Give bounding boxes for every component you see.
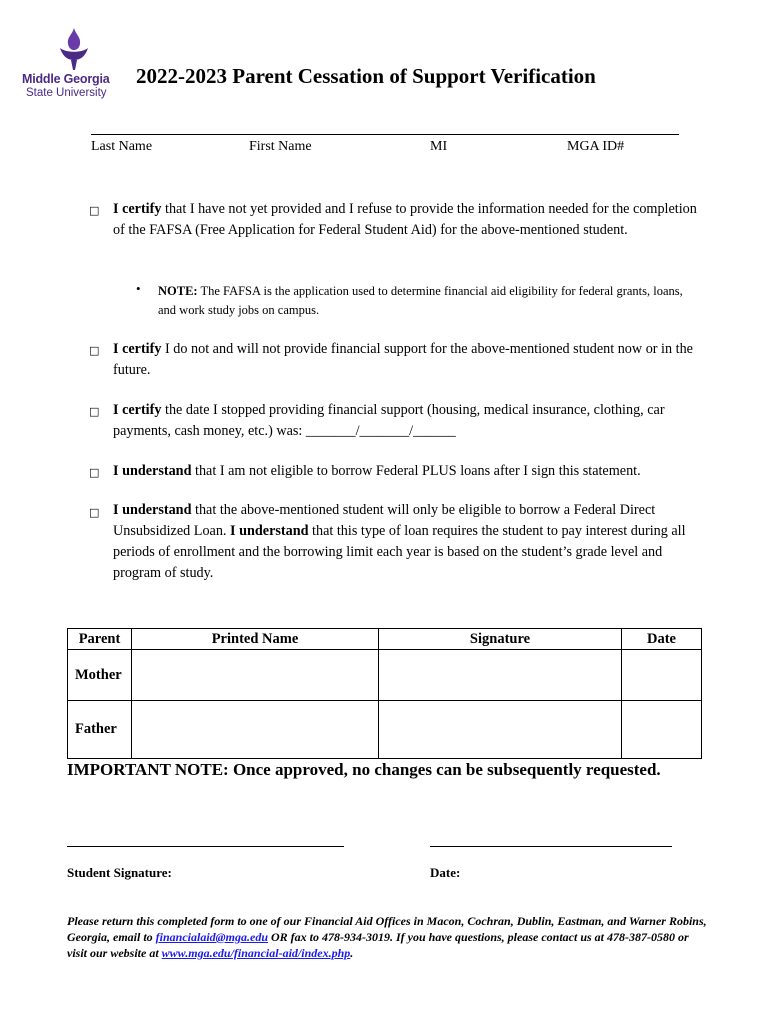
table-header-row: [68, 629, 702, 650]
certify-no-support-checkbox[interactable]: □: [89, 344, 100, 357]
col-date-header: Date: [622, 629, 702, 650]
certify-refuse-checkbox[interactable]: □: [89, 204, 100, 217]
understand-unsubsidized-statement: I understand that the above-mentioned student will only be eligible to borrow a Federal Direct Unsubsidized Loan. I understand that this type of loan requires the student to pay interest during all periods of enrollment and the borrowing limit each year is based on the student’s grade level and program of study.: [113, 502, 686, 581]
mi-label: MI: [430, 139, 448, 154]
mga-logo: [22, 26, 126, 102]
logo-line1: Middle Georgia: [22, 72, 110, 86]
father-printed-name-cell[interactable]: [132, 701, 379, 759]
father-date-cell[interactable]: [622, 701, 702, 759]
last-name-label: Last Name: [91, 139, 153, 154]
student-signature-label: Student Signature:: [67, 865, 172, 880]
page-title: 2022-2023 Parent Cessation of Support Verification: [136, 64, 596, 88]
mother-signature-cell[interactable]: [379, 650, 622, 701]
mother-date-cell[interactable]: [622, 650, 702, 701]
table-row: [68, 701, 702, 759]
fafsa-note: NOTE: The FAFSA is the application used to determine financial aid eligibility for federal grants, loans, and work study jobs on campus.: [158, 284, 683, 317]
logo-line2: State University: [26, 87, 107, 99]
footer-instructions: Please return this completed form to one of our Financial Aid Offices in Macon, Cochran, Dublin, Eastman, and Warner Robins, Georgia, email to financialaid@mga.edu OR fax to 478-934-3019. If you have questions, please contact us at 478-387-0580 or visit our website at www.mga.edu/financial-aid/index.php.: [67, 914, 707, 960]
certify-no-support-statement: I certify I do not and will not provide financial support for the above-mentioned student now or in the future.: [113, 341, 693, 378]
mother-printed-name-cell[interactable]: [132, 650, 379, 701]
date-line[interactable]: [430, 846, 672, 847]
row-mother-label: Mother: [68, 650, 132, 701]
first-name-label: First Name: [249, 139, 312, 154]
col-signature-header: Signature: [379, 629, 622, 650]
important-note: IMPORTANT NOTE: Once approved, no changes can be subsequently requested.: [67, 760, 661, 779]
website-link[interactable]: www.mga.edu/financial-aid/index.php: [161, 946, 351, 960]
mga-id-label: MGA ID#: [567, 139, 625, 154]
certify-date-statement: I certify the date I stopped providing financial support (housing, medical insurance, clothing, car payments, cash money, etc.) was: _______/_______/______: [113, 402, 665, 439]
father-signature-cell[interactable]: [379, 701, 622, 759]
bullet-icon: •: [136, 281, 141, 296]
col-printed-name-header: Printed Name: [132, 629, 379, 650]
certify-refuse-statement: I certify that I have not yet provided and I refuse to provide the information needed for the completion of the FAFSA (Free Application for Federal Student Aid) for the above-mentioned student.: [113, 201, 697, 238]
date-label: Date:: [430, 865, 461, 880]
flame-torch-icon: [52, 26, 96, 72]
certify-date-checkbox[interactable]: □: [89, 405, 100, 418]
understand-plus-checkbox[interactable]: □: [89, 466, 100, 479]
row-father-label: Father: [68, 701, 132, 759]
understand-plus-statement: I understand that I am not eligible to borrow Federal PLUS loans after I sign this statement.: [113, 463, 641, 479]
understand-unsubsidized-checkbox[interactable]: □: [89, 506, 100, 519]
student-signature-line[interactable]: [67, 846, 344, 847]
col-parent-header: Parent: [68, 629, 132, 650]
table-row: [68, 650, 702, 701]
name-entry-line[interactable]: [91, 134, 679, 135]
parent-signature-table: [67, 628, 702, 759]
email-link[interactable]: financialaid@mga.edu: [155, 930, 268, 944]
